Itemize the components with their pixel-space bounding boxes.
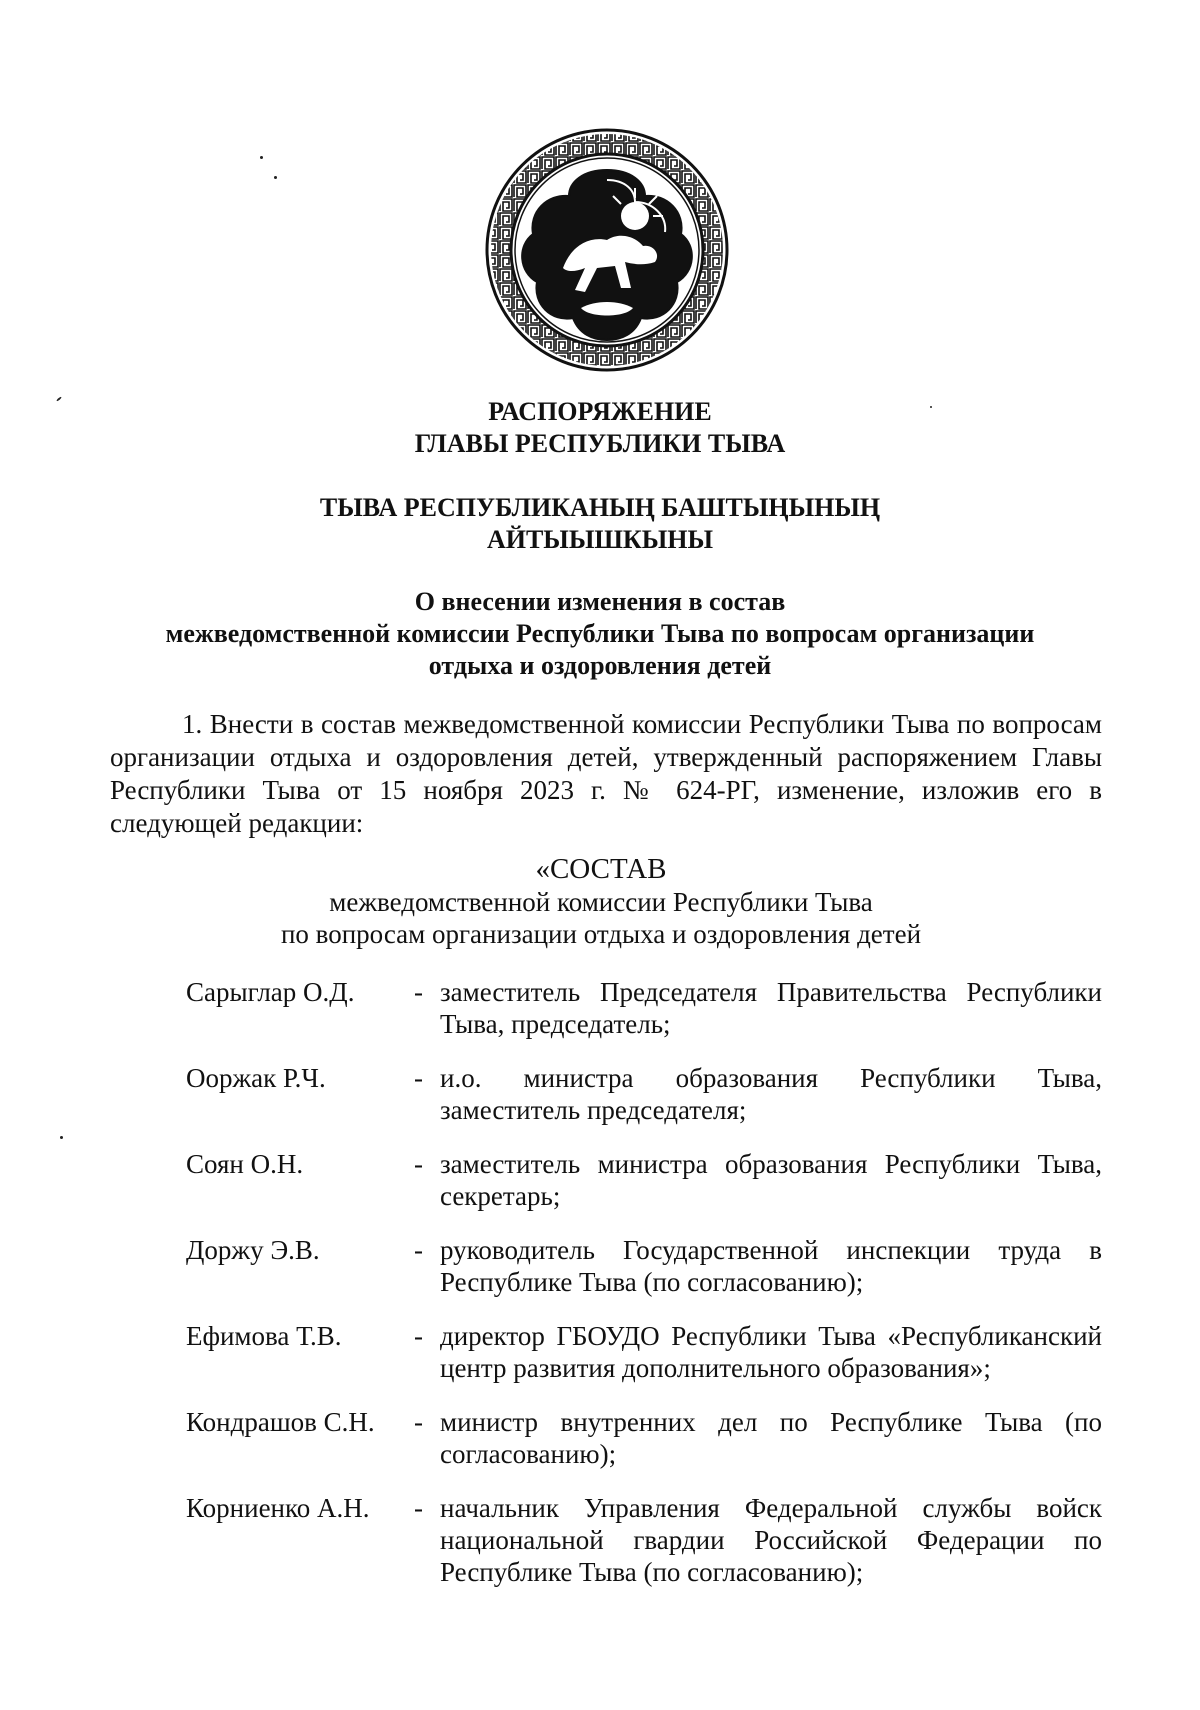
member-row	[186, 1320, 1102, 1384]
member-dash: -	[414, 1407, 423, 1437]
member-row	[186, 976, 1102, 1040]
member-role: и.о. министра образования Республики Тыва, заместитель председателя;	[440, 1063, 1102, 1125]
heading-line: АЙТЫЫШКЫНЫ	[486, 525, 714, 554]
member-row	[186, 1234, 1102, 1298]
composition-subtitle: по вопросам организации отдыха и оздоровления детей	[280, 919, 922, 949]
member-role: директор ГБОУДО Республики Тыва «Республиканский центр развития дополнительного образования»;	[440, 1321, 1102, 1383]
member-name: Кондрашов С.Н.	[186, 1407, 375, 1437]
member-dash: -	[414, 977, 423, 1007]
member-role: начальник Управления Федеральной службы войск национальной гвардии Российской Федерации по Республике Тыва (по согласованию);	[440, 1493, 1102, 1587]
member-name: Корниенко А.Н.	[186, 1493, 370, 1523]
member-dash: -	[414, 1493, 423, 1523]
member-name: Ефимова Т.В.	[186, 1321, 342, 1351]
heading-line: РАСПОРЯЖЕНИЕ	[488, 397, 712, 426]
paragraph-1: 1. Внести в состав межведомственной комиссии Республики Тыва по вопросам организации отдыха и оздоровления детей, утвержденный распоряжением Главы Республики Тыва от 15 ноября 2023 г. № 624-РГ, изменение, изложив его в следующей редакции:	[110, 709, 1102, 838]
document-type-heading-tuvan	[110, 492, 1090, 556]
member-name: Доржу Э.В.	[186, 1235, 320, 1265]
composition-heading	[180, 852, 1022, 950]
title-line: межведомственной комиссии Республики Тыва по вопросам организации	[165, 619, 1035, 648]
composition-title: «СОСТАВ	[535, 853, 667, 885]
member-row	[186, 1492, 1102, 1588]
member-role: министр внутренних дел по Республике Тыва (по согласованию);	[440, 1407, 1102, 1469]
member-dash: -	[414, 1321, 423, 1351]
member-role: руководитель Государственной инспекции труда в Республике Тыва (по согласованию);	[440, 1235, 1102, 1297]
member-dash: -	[414, 1149, 423, 1179]
members-list	[186, 976, 1102, 1610]
member-role: заместитель Председателя Правительства Республики Тыва, председатель;	[440, 977, 1102, 1039]
document-type-heading	[110, 396, 1090, 460]
document-title	[110, 586, 1090, 682]
heading-line: ГЛАВЫ РЕСПУБЛИКИ ТЫВА	[414, 429, 786, 458]
member-dash: -	[414, 1235, 423, 1265]
member-row	[186, 1148, 1102, 1212]
tuva-coat-of-arms-emblem-icon	[485, 128, 729, 372]
member-name: Ооржак Р.Ч.	[186, 1063, 326, 1093]
member-row	[186, 1406, 1102, 1470]
title-line: О внесении изменения в состав	[414, 587, 786, 616]
member-dash: -	[414, 1063, 423, 1093]
member-role: заместитель министра образования Республики Тыва, секретарь;	[440, 1149, 1102, 1211]
title-line: отдыха и оздоровления детей	[428, 651, 772, 680]
composition-subtitle: межведомственной комиссии Республики Тыва	[329, 887, 873, 917]
member-name: Соян О.Н.	[186, 1149, 304, 1179]
member-name: Сарыглар О.Д.	[186, 977, 355, 1007]
member-row	[186, 1062, 1102, 1126]
heading-line: ТЫВА РЕСПУБЛИКАНЫҢ БАШТЫҢЫНЫҢ	[319, 493, 881, 522]
